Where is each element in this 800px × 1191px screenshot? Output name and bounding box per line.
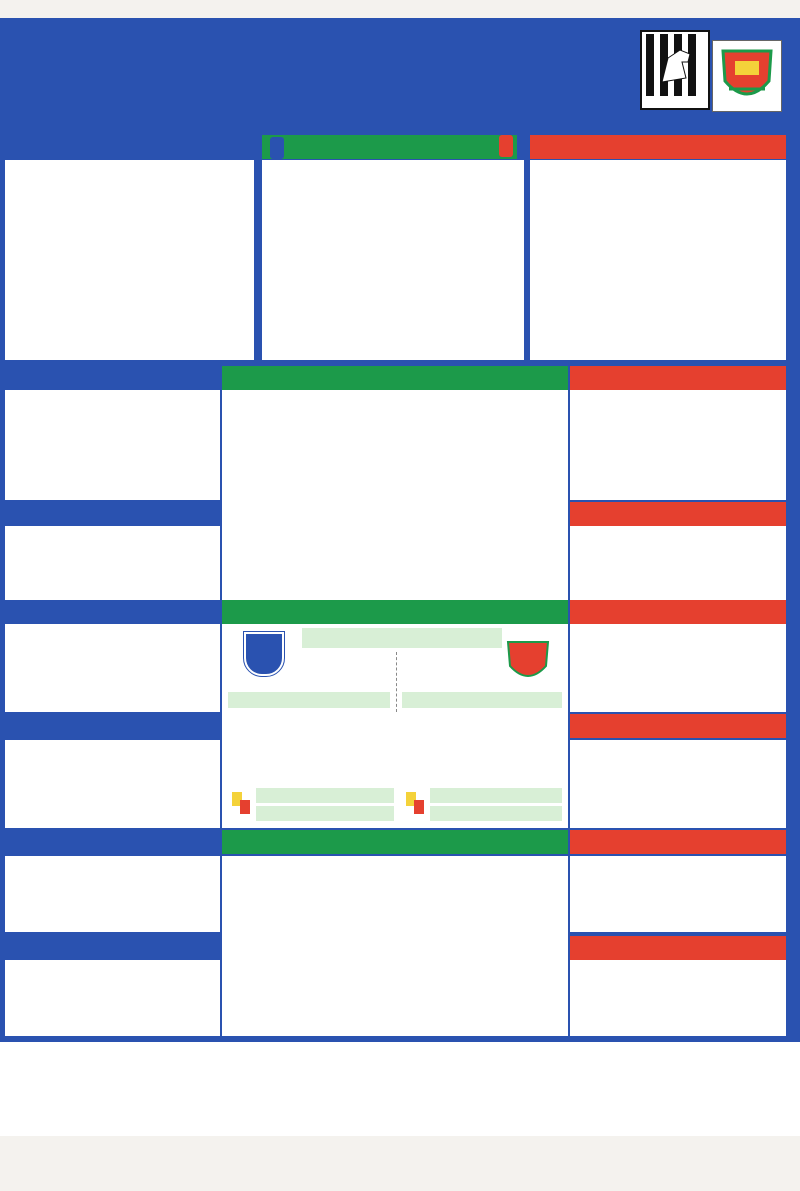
last-meeting-panel	[222, 624, 568, 828]
divider	[396, 652, 397, 712]
ten-years-header	[222, 830, 568, 854]
red-card-icon	[240, 800, 250, 814]
left-when-chart	[5, 160, 254, 360]
right-top-header	[570, 936, 786, 960]
left-strike-table	[5, 856, 220, 932]
match-score	[302, 628, 502, 648]
attendance-label	[228, 694, 230, 706]
last-meeting-header	[222, 600, 568, 624]
right-when-chart	[530, 160, 786, 360]
referee-label	[402, 694, 404, 706]
seasonal-header	[222, 366, 568, 390]
right-last6-header	[570, 366, 786, 390]
left-strike-header	[5, 830, 220, 854]
right-when-header	[530, 135, 786, 159]
right-strike-table	[570, 856, 786, 932]
right-strike-header	[570, 830, 786, 854]
left-swings-header	[5, 502, 220, 526]
right-swings-header	[570, 502, 786, 526]
footer-banner	[0, 1042, 800, 1136]
ten-years-chart	[222, 856, 568, 1036]
left-last6-table	[5, 390, 220, 500]
gillingham-crest	[640, 30, 710, 110]
right-discipline-header	[570, 600, 786, 624]
left-when-header	[5, 135, 252, 159]
gillingham-badge	[244, 632, 284, 676]
referee-row	[402, 692, 562, 708]
right-setpiece-table	[570, 740, 786, 828]
red-shirt-icon	[499, 135, 513, 157]
left-setpiece-header	[5, 714, 220, 738]
right-swings-table	[570, 526, 786, 600]
left-top-table	[5, 960, 220, 1036]
left-top-header	[5, 936, 220, 960]
right-setpiece-header	[570, 714, 786, 738]
where-table	[262, 160, 524, 360]
bristol-shield-icon	[504, 636, 552, 688]
page-title	[30, 28, 630, 128]
home-cards	[228, 788, 394, 824]
bristol-crest	[712, 40, 782, 112]
seasonal-panel	[222, 390, 568, 600]
where-header	[262, 135, 517, 159]
right-top-table	[570, 960, 786, 1036]
bcfc-badge	[504, 636, 552, 688]
ship-crest-icon	[713, 41, 781, 111]
red-card-icon	[414, 800, 424, 814]
right-last6-table	[570, 390, 786, 500]
attendance-row	[228, 692, 390, 708]
blue-shirt-icon	[270, 137, 284, 159]
left-swings-table	[5, 526, 220, 600]
left-setpiece-table	[5, 740, 220, 828]
right-discipline-table	[570, 624, 786, 712]
left-last6-header	[5, 366, 220, 390]
left-discipline-table	[5, 624, 220, 712]
away-cards	[402, 788, 562, 824]
horse-icon	[642, 32, 708, 98]
left-discipline-header	[5, 600, 220, 624]
